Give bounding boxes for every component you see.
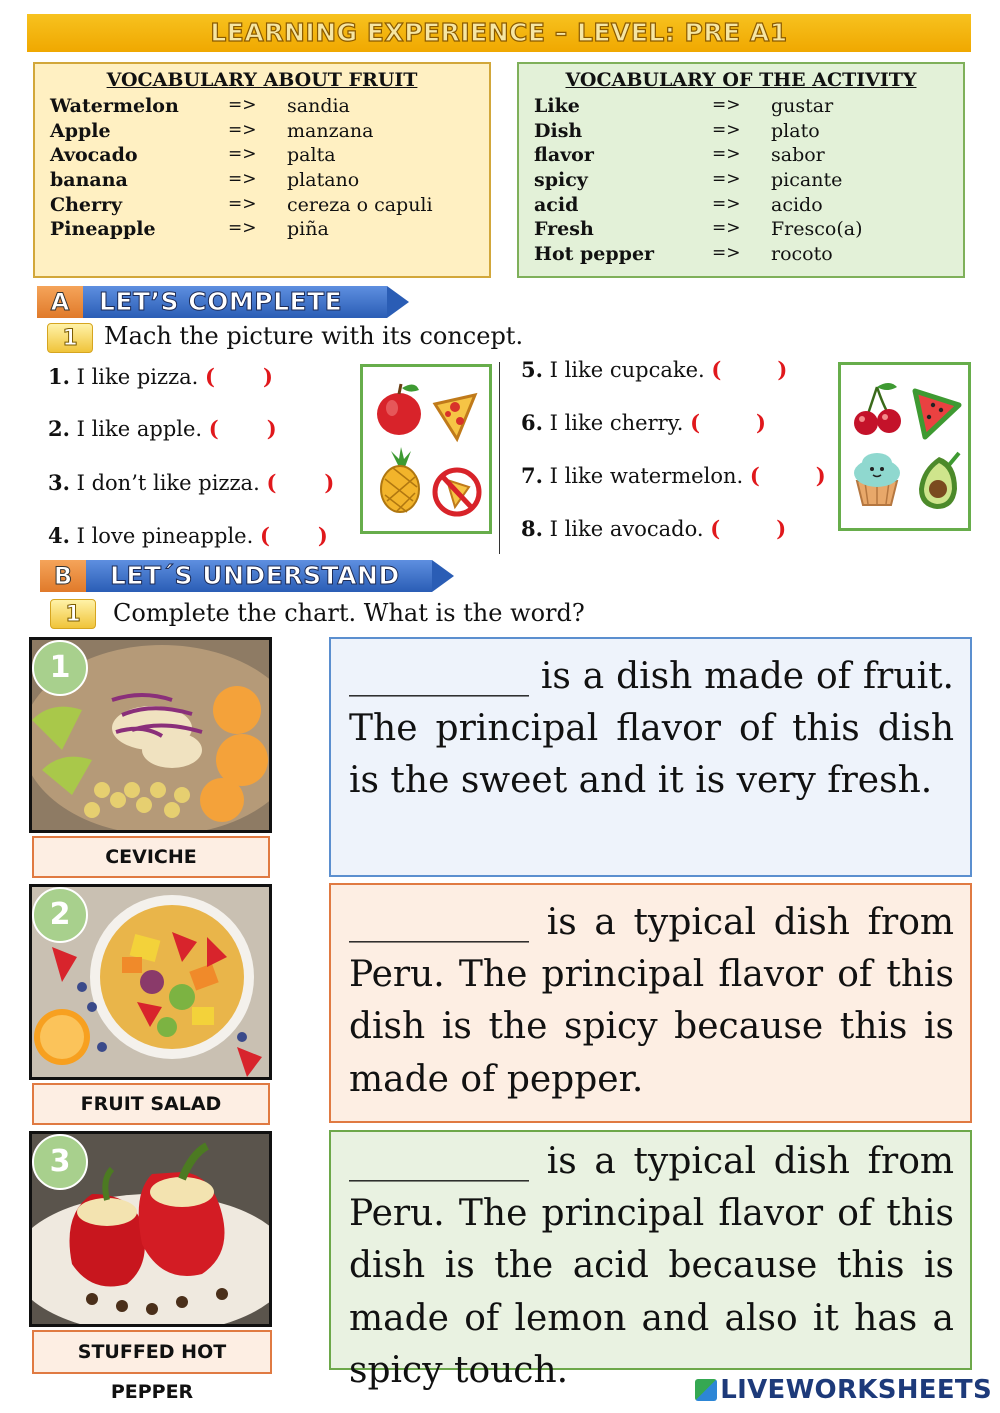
section-a-letter: A [37, 286, 83, 318]
match-item [521, 516, 786, 541]
liveworksheets-logo-icon [695, 1379, 717, 1401]
vocab-translation: cereza o capuli [287, 193, 433, 216]
vocab-row [519, 120, 963, 145]
vocab-term: Dish [534, 119, 583, 142]
cherry-icon[interactable] [854, 383, 901, 435]
item-text: I love pineapple. [76, 524, 254, 548]
answer-blank-close: ) [262, 364, 273, 389]
item-text: I like avocado. [549, 517, 704, 541]
section-b-letter: B [40, 560, 86, 592]
answer-blank-close: ) [777, 357, 788, 382]
answer-blank-close: ) [317, 523, 328, 548]
item-number: 6. [521, 410, 543, 435]
vocab-row [519, 144, 963, 169]
answer-blank-open[interactable]: ( [259, 523, 270, 548]
vocab-row [35, 120, 489, 145]
vocab-arrow: => [712, 218, 741, 239]
logo-text: LIVEWORKSHEETS [720, 1375, 992, 1405]
avocado-icon[interactable] [919, 453, 959, 509]
vocab-translation: manzana [287, 119, 374, 142]
no-pizza-icon[interactable] [435, 470, 479, 514]
item-number: 7. [521, 463, 543, 488]
vocab-term: acid [534, 193, 579, 216]
answer-blank-close: ) [776, 516, 787, 541]
vocab-fruit-box [33, 62, 491, 278]
vocab-term: banana [50, 169, 128, 192]
item-text: I like pizza. [76, 365, 199, 389]
apple-icon[interactable] [377, 384, 421, 435]
vocab-arrow: => [228, 144, 257, 165]
match-item [521, 463, 826, 488]
vocab-row [519, 169, 963, 194]
pineapple-icon[interactable] [381, 447, 419, 512]
vocab-term: spicy [534, 169, 588, 192]
exercise-b-instruction: Complete the chart. What is the word? [113, 599, 585, 627]
answer-blank-open[interactable]: ( [208, 416, 219, 441]
card-number-badge: 3 [32, 1134, 88, 1190]
item-number: 3. [48, 470, 70, 495]
vocab-row [519, 243, 963, 268]
section-b-title: LET´S UNDERSTAND [110, 561, 400, 590]
vocab-translation: Fresco(a) [771, 218, 863, 241]
item-number: 1. [48, 364, 70, 389]
card-number-badge: 2 [32, 887, 88, 943]
vocab-row [35, 95, 489, 120]
vocab-row [519, 95, 963, 120]
match-item [48, 416, 277, 441]
vocab-translation: palta [287, 144, 336, 167]
vocab-term: flavor [534, 144, 594, 167]
answer-blank-open[interactable]: ( [690, 410, 701, 435]
item-text: I like cherry. [549, 411, 684, 435]
exercise-number-badge: 1 [50, 599, 96, 629]
exercise-a-instruction: Mach the picture with its concept. [104, 322, 524, 350]
vocab-arrow: => [712, 119, 741, 140]
vocab-row [519, 194, 963, 219]
vocab-term: Hot pepper [534, 243, 655, 266]
match-item [521, 357, 787, 382]
dish-label[interactable]: STUFFED HOT PEPPER [32, 1330, 272, 1374]
exercise-number-badge: 1 [47, 323, 93, 353]
item-text: I like cupcake. [549, 358, 705, 382]
vocab-translation: piña [287, 218, 329, 241]
page-title: LEARNING EXPERIENCE – LEVEL: PRE A1 [210, 18, 788, 47]
vocab-translation: plato [771, 119, 820, 142]
vocab-arrow: => [712, 144, 741, 165]
section-b-ribbon [40, 560, 454, 592]
vocab-row [35, 144, 489, 169]
title-banner [27, 14, 971, 52]
item-number: 2. [48, 416, 70, 441]
vocab-term: Cherry [50, 193, 123, 216]
vocab-translation: acido [771, 193, 823, 216]
item-text: I like watermelon. [549, 464, 744, 488]
picture-box-right [838, 362, 971, 531]
answer-blank-open[interactable]: ( [749, 463, 760, 488]
card-number-badge: 1 [32, 640, 88, 696]
liveworksheets-logo[interactable] [695, 1375, 992, 1405]
vocab-term: Apple [50, 119, 111, 142]
vocab-translation: sabor [771, 144, 825, 167]
match-item [521, 410, 766, 435]
watermelon-icon[interactable] [915, 391, 959, 437]
vocab-arrow: => [228, 95, 257, 115]
match-item [48, 364, 273, 389]
vocab-activity-box [517, 62, 965, 278]
answer-blank-open[interactable]: ( [711, 357, 722, 382]
item-number: 5. [521, 357, 543, 382]
vocab-term: Avocado [50, 144, 138, 167]
vocab-term: Like [534, 95, 580, 117]
vocab-row [35, 169, 489, 194]
vocab-row [519, 218, 963, 243]
vocab-term: Pineapple [50, 218, 156, 241]
vocab-row [35, 218, 489, 243]
item-number: 8. [521, 516, 543, 541]
vocab-translation: gustar [771, 95, 834, 117]
vocab-term: Watermelon [50, 95, 179, 117]
answer-blank-close: ) [815, 463, 826, 488]
item-text: I don’t like pizza. [76, 471, 260, 495]
vocab-fruit-title: VOCABULARY ABOUT FRUIT [106, 69, 418, 91]
answer-blank-close: ) [756, 410, 766, 435]
vocab-arrow: => [712, 95, 741, 115]
dish-label[interactable]: FRUIT SALAD [32, 1083, 270, 1125]
dish-description: __________ is a typical dish from Peru. The principal flavor of this dish is the spicy because this is made of pepper. [329, 883, 972, 1123]
vocab-arrow: => [712, 193, 741, 214]
vocab-arrow: => [228, 169, 257, 190]
section-a-ribbon [37, 286, 409, 318]
picture-box-left [360, 364, 492, 534]
dish-label[interactable]: CEVICHE [32, 836, 270, 878]
vocab-arrow: => [228, 193, 257, 214]
match-item [48, 470, 334, 495]
answer-blank-open[interactable]: ( [710, 516, 721, 541]
vocab-arrow: => [712, 169, 741, 190]
vocab-arrow: => [712, 243, 741, 264]
cupcake-icon[interactable] [854, 453, 900, 505]
item-number: 4. [48, 523, 70, 548]
answer-blank-close: ) [266, 416, 277, 441]
column-divider [499, 362, 500, 554]
dish-description: __________ is a typical dish from Peru. The principal flavor of this dish is the acid because this is made of lemon and also it has a spicy touch. [329, 1130, 972, 1370]
pizza-slice-icon[interactable] [435, 395, 475, 439]
vocab-row [35, 194, 489, 219]
vocab-arrow: => [228, 218, 257, 239]
answer-blank-open[interactable]: ( [205, 364, 215, 389]
answer-blank-open[interactable]: ( [266, 470, 277, 495]
vocab-translation: picante [771, 169, 843, 192]
vocab-term: Fresh [534, 218, 594, 241]
answer-blank-close: ) [324, 470, 335, 495]
vocab-translation: sandia [287, 95, 350, 117]
vocab-translation: platano [287, 169, 360, 192]
dish-description: __________ is a dish made of fruit. The principal flavor of this dish is the sweet and it is very fresh. [329, 637, 972, 877]
vocab-activity-title: VOCABULARY OF THE ACTIVITY [565, 69, 917, 91]
match-item [48, 523, 328, 548]
vocab-arrow: => [228, 119, 257, 140]
section-a-title: LET’S COMPLETE [99, 287, 343, 316]
vocab-translation: rocoto [771, 243, 833, 266]
item-text: I like apple. [76, 417, 203, 441]
